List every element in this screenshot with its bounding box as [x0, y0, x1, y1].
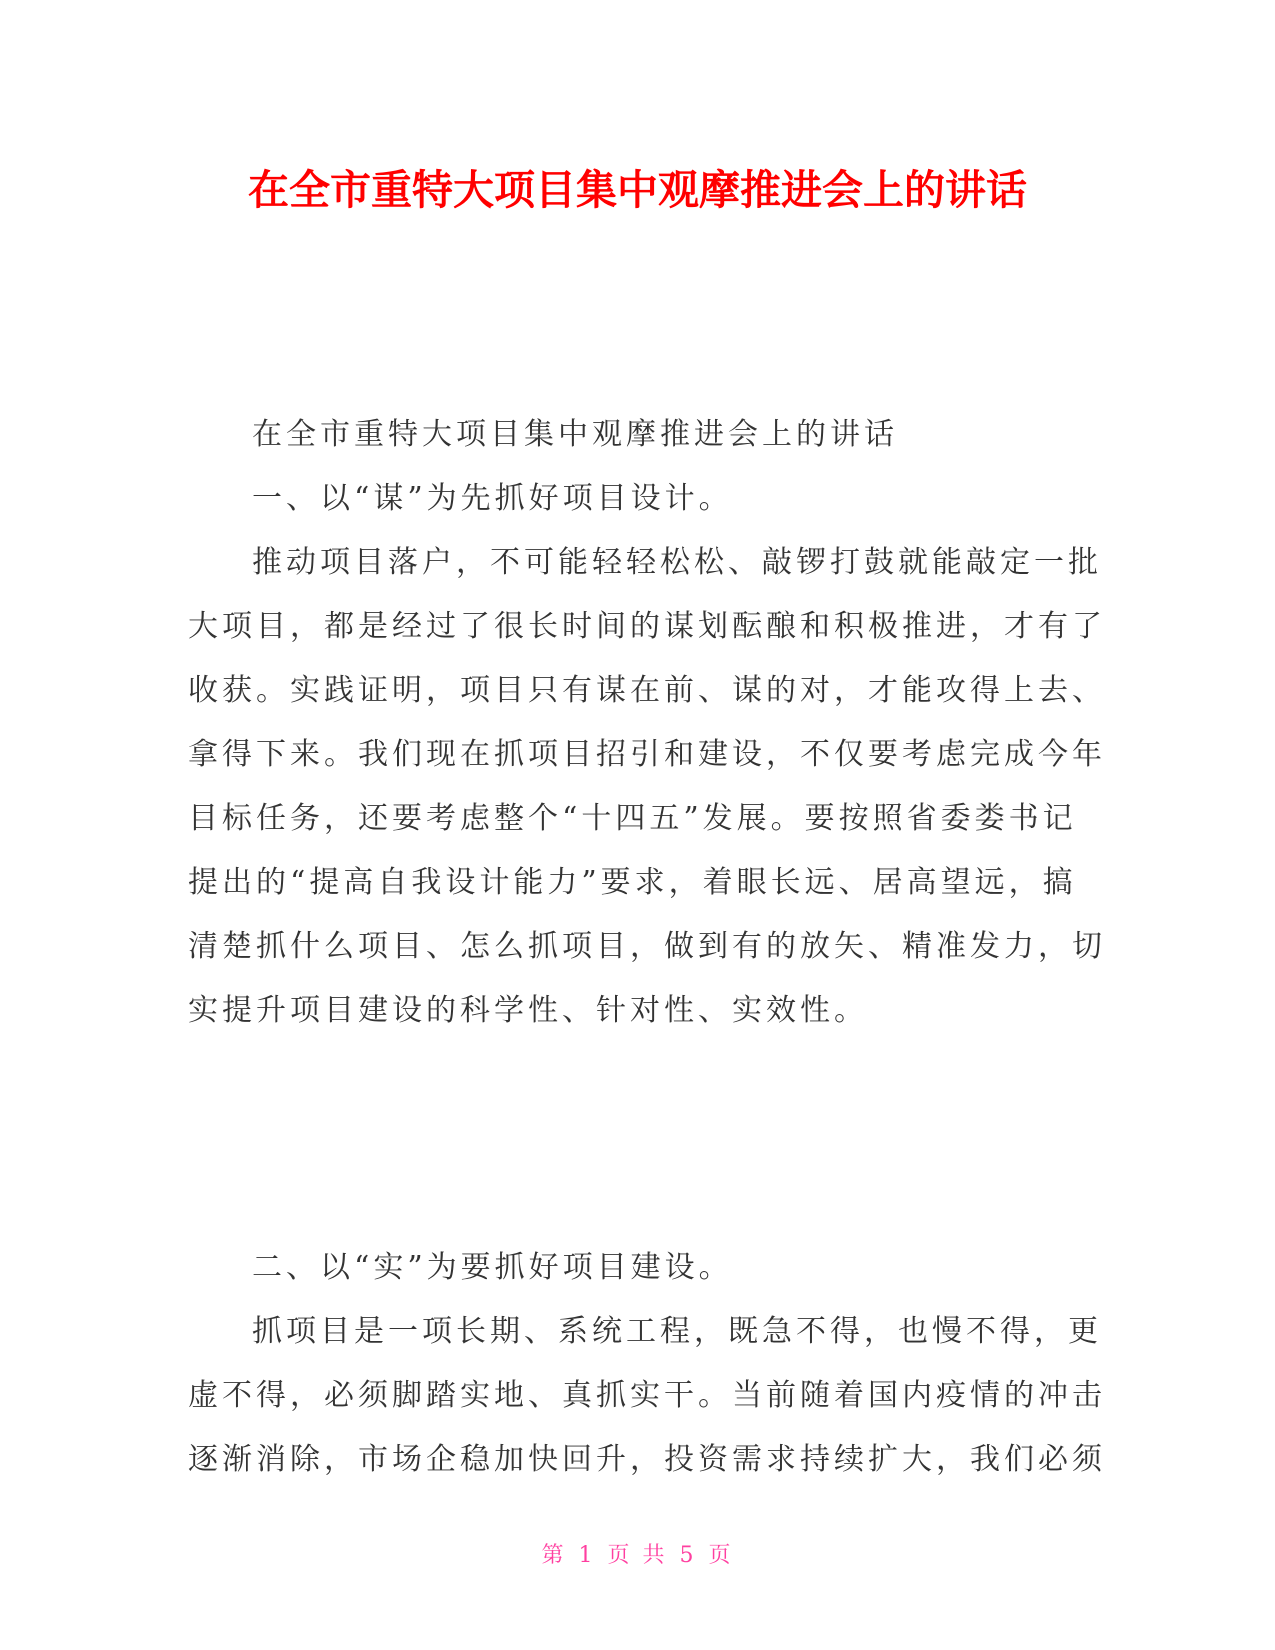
section-heading-1: 一、以“谋”为先抓好项目设计。 — [252, 481, 733, 516]
current-page-number: 1 — [578, 1543, 596, 1568]
body-section-1 — [188, 403, 1106, 1043]
paragraph-line: 逐渐消除，市场企稳加快回升，投资需求持续扩大，我们必须 — [188, 1442, 1106, 1477]
paragraph-line: 实提升项目建设的科学性、针对性、实效性。 — [188, 993, 868, 1028]
paragraph-line: 目标任务，还要考虑整个“十四五”发展。要按照省委娄书记 — [188, 801, 1077, 836]
page-label-prefix: 第 — [541, 1543, 567, 1568]
total-pages-number: 5 — [679, 1543, 697, 1568]
section-heading-2: 二、以“实”为要抓好项目建设。 — [252, 1250, 733, 1285]
paragraph-line: 抓项目是一项长期、系统工程，既急不得，也慢不得，更 — [252, 1314, 1102, 1349]
paragraph-line: 收获。实践证明，项目只有谋在前、谋的对，才能攻得上去、 — [188, 673, 1106, 708]
page-label-suffix: 页 — [708, 1543, 734, 1568]
paragraph-line: 虚不得，必须脚踏实地、真抓实干。当前随着国内疫情的冲击 — [188, 1378, 1106, 1413]
paragraph-line: 提出的“提高自我设计能力”要求，着眼长远、居高望远，搞 — [188, 865, 1077, 900]
body-section-2 — [188, 1236, 1106, 1492]
paragraph-line: 大项目，都是经过了很长时间的谋划酝酿和积极推进，才有了 — [188, 609, 1106, 644]
paragraph-heading-repeat: 在全市重特大项目集中观摩推进会上的讲话 — [252, 417, 898, 452]
page-footer — [0, 1538, 1275, 1569]
paragraph-line: 拿得下来。我们现在抓项目招引和建设，不仅要考虑完成今年 — [188, 737, 1106, 772]
paragraph-line: 清楚抓什么项目、怎么抓项目，做到有的放矢、精准发力，切 — [188, 929, 1106, 964]
document-title: 在全市重特大项目集中观摩推进会上的讲话 — [248, 166, 1027, 214]
page-label-mid: 页 共 — [607, 1543, 668, 1568]
paragraph-line: 推动项目落户，不可能轻轻松松、敲锣打鼓就能敲定一批 — [252, 545, 1102, 580]
